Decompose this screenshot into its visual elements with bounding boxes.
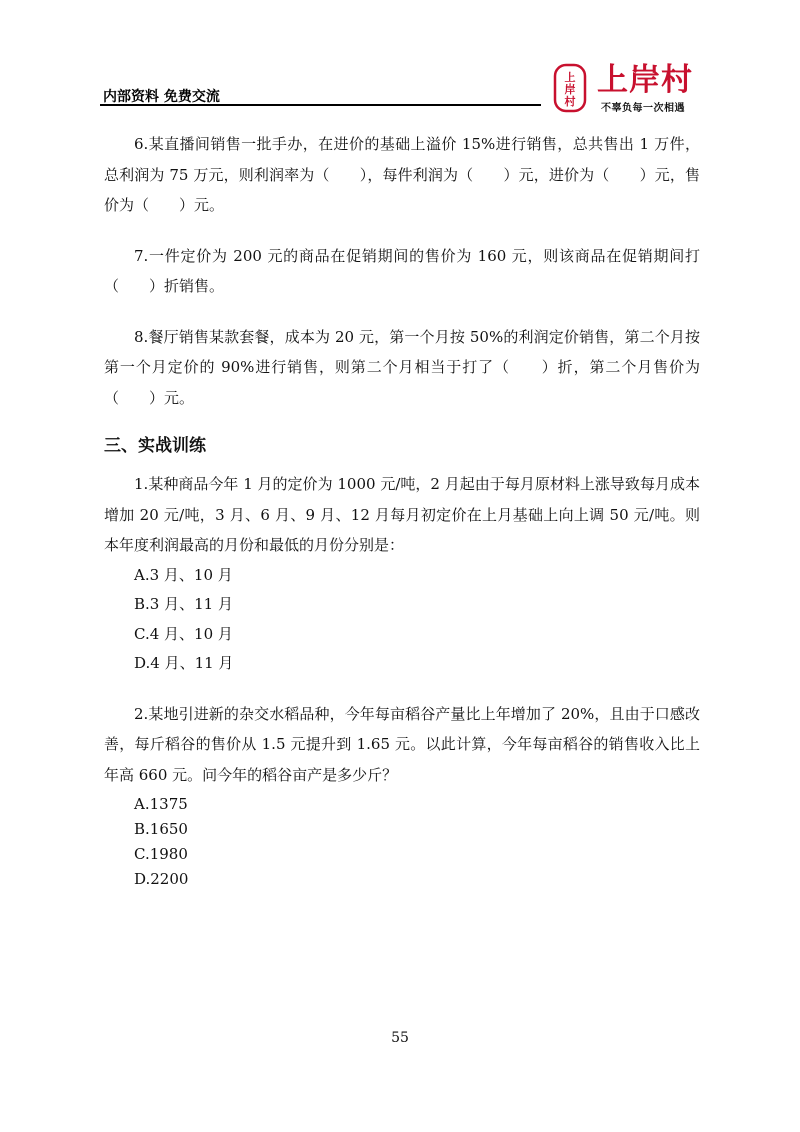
logo-slogan: 不辜负每一次相遇 [601, 103, 685, 114]
page-content [104, 129, 700, 892]
question-8: 8.餐厅销售某款套餐，成本为 20 元，第一个月按 50%的利润定价销售，第二个月按第一个月定价的 90%进行销售，则第二个月相当于打了（ ）折，第二个月售价为（ ）元。 [104, 327, 700, 407]
option-c: C.1980 [134, 845, 188, 863]
seal-char-1: 上 [564, 71, 576, 84]
seal-char-2: 岸 [564, 83, 576, 96]
practice-question-1: 1.某种商品今年 1 月的定价为 1000 元/吨，2 月起由于每月原材料上涨导致每月成本增加 20 元/吨，3 月、6 月、9 月、12 月每月初定价在上月基础上向上调 50 元/吨。则本年度利润最高的月份和最低的月份分别是： [104, 475, 700, 554]
logo-name: 上岸村 [597, 62, 693, 98]
header-label: 内部资料 免费交流 [103, 89, 220, 105]
page-number: 55 [391, 1030, 409, 1046]
option-b: B.3 月、11 月 [134, 595, 233, 613]
option-d: D.4 月、11 月 [134, 654, 234, 672]
seal-char-3: 村 [564, 95, 576, 108]
option-a: A.1375 [134, 795, 188, 813]
option-b: B.1650 [134, 820, 188, 838]
option-a: A.3 月、10 月 [134, 565, 233, 584]
question-7: 7.一件定价为 200 元的商品在促销期间的售价为 160 元，则该商品在促销期间打（ ）折销售。 [104, 246, 700, 295]
logo-seal-icon [553, 63, 587, 113]
practice-question-2: 2.某地引进新的杂交水稻品种，今年每亩稻谷产量比上年增加了 20%，且由于口感改善，每斤稻谷的售价从 1.5 元提升到 1.65 元。以此计算，今年每亩稻谷的销售收入比上年高 660 元。问今年的稻谷亩产是多少斤？ [104, 704, 700, 784]
option-c: C.4 月、10 月 [134, 624, 233, 643]
practice-2-options [104, 792, 700, 892]
header-rule [100, 104, 541, 106]
practice-1-options [104, 561, 700, 679]
option-d: D.2200 [134, 870, 189, 888]
brand-logo [553, 57, 713, 119]
question-6: 6.某直播间销售一批手办，在进价的基础上溢价 15%进行销售，总共售出 1 万件，总利润为 75 万元，则利润率为（ ），每件利润为（ ）元，进价为（ ）元，售价为（ ）元。 [104, 135, 700, 214]
section-title: 三、实战训练 [104, 436, 206, 456]
